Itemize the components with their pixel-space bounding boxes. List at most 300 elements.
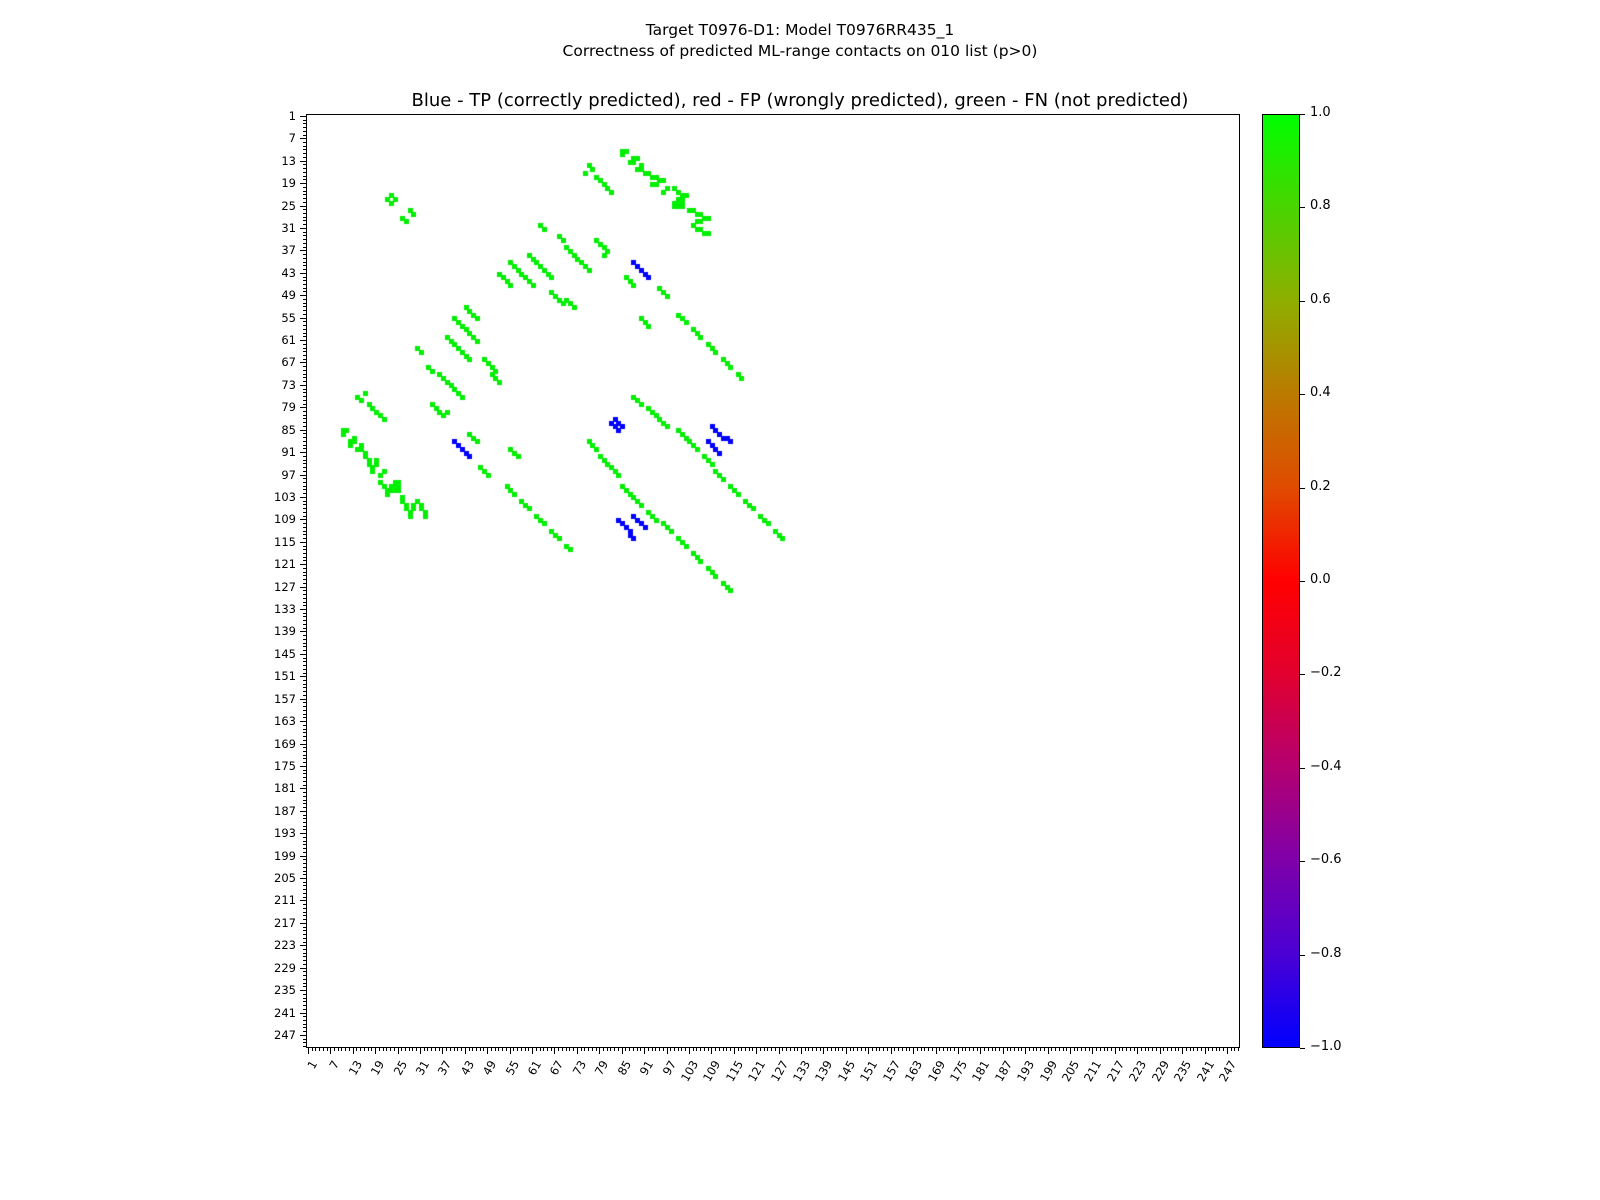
y-minor-tick xyxy=(303,956,306,957)
y-minor-tick xyxy=(303,471,306,472)
chart-legend-subtitle xyxy=(0,90,1600,111)
y-major-tick xyxy=(300,990,306,991)
y-minor-tick xyxy=(303,960,306,961)
x-major-tick xyxy=(554,1048,555,1054)
x-minor-tick xyxy=(909,1048,910,1051)
x-minor-tick xyxy=(1014,1048,1015,1051)
x-minor-tick xyxy=(988,1048,989,1051)
x-minor-tick xyxy=(965,1048,966,1051)
x-tick-label: 13 xyxy=(345,1058,365,1078)
x-minor-tick xyxy=(592,1048,593,1051)
x-minor-tick xyxy=(607,1048,608,1051)
y-minor-tick xyxy=(303,120,306,121)
y-minor-tick xyxy=(303,314,306,315)
y-minor-tick xyxy=(303,176,306,177)
y-minor-tick xyxy=(303,1009,306,1010)
colorbar-tick xyxy=(1300,955,1305,956)
x-tick-label: 175 xyxy=(946,1058,971,1085)
x-minor-tick xyxy=(674,1048,675,1051)
x-tick-label: 31 xyxy=(412,1058,433,1078)
x-tick-label: 7 xyxy=(326,1058,343,1072)
x-minor-tick xyxy=(480,1048,481,1051)
y-major-tick xyxy=(300,183,306,184)
y-minor-tick xyxy=(303,191,306,192)
y-minor-tick xyxy=(303,396,306,397)
y-tick-label: 169 xyxy=(274,737,296,751)
y-minor-tick xyxy=(303,456,306,457)
x-minor-tick xyxy=(435,1048,436,1051)
y-major-tick xyxy=(300,699,306,700)
y-minor-tick xyxy=(303,594,306,595)
y-minor-tick xyxy=(303,516,306,517)
y-minor-tick xyxy=(303,673,306,674)
y-minor-tick xyxy=(303,912,306,913)
y-minor-tick xyxy=(303,736,306,737)
y-tick-label: 175 xyxy=(274,759,296,773)
colorbar-tick-label: 1.0 xyxy=(1310,105,1331,120)
x-major-tick xyxy=(375,1048,376,1054)
x-minor-tick xyxy=(1044,1048,1045,1051)
x-minor-tick xyxy=(1190,1048,1191,1051)
x-minor-tick xyxy=(1141,1048,1142,1051)
y-minor-tick xyxy=(303,942,306,943)
x-minor-tick xyxy=(969,1048,970,1051)
x-minor-tick xyxy=(409,1048,410,1051)
x-minor-tick xyxy=(723,1048,724,1051)
y-minor-tick xyxy=(303,531,306,532)
y-minor-tick xyxy=(303,288,306,289)
y-major-tick xyxy=(300,138,306,139)
y-major-tick xyxy=(300,744,306,745)
y-major-tick xyxy=(300,542,306,543)
x-minor-tick xyxy=(603,1048,604,1051)
x-tick-label: 37 xyxy=(435,1058,455,1078)
y-minor-tick xyxy=(303,224,306,225)
y-minor-tick xyxy=(303,758,306,759)
x-tick-label: 247 xyxy=(1215,1058,1240,1085)
x-minor-tick xyxy=(319,1048,320,1051)
y-major-tick xyxy=(300,497,306,498)
x-tick-label: 169 xyxy=(924,1058,948,1085)
y-minor-tick xyxy=(303,837,306,838)
x-tick-label: 133 xyxy=(790,1058,814,1085)
y-minor-tick xyxy=(303,478,306,479)
y-minor-tick xyxy=(303,1001,306,1002)
y-minor-tick xyxy=(303,448,306,449)
x-tick-label: 217 xyxy=(1103,1058,1127,1085)
y-minor-tick xyxy=(303,687,306,688)
y-minor-tick xyxy=(303,527,306,528)
x-minor-tick xyxy=(368,1048,369,1051)
y-minor-tick xyxy=(303,220,306,221)
y-minor-tick xyxy=(303,953,306,954)
y-tick-label: 1 xyxy=(288,109,296,123)
y-tick-label: 85 xyxy=(281,423,296,437)
y-major-tick xyxy=(300,206,306,207)
x-minor-tick xyxy=(771,1048,772,1051)
x-minor-tick xyxy=(1231,1048,1232,1051)
y-minor-tick xyxy=(303,1005,306,1006)
y-minor-tick xyxy=(303,885,306,886)
chart-title xyxy=(0,20,1600,62)
x-minor-tick xyxy=(379,1048,380,1051)
x-minor-tick xyxy=(954,1048,955,1051)
y-minor-tick xyxy=(303,986,306,987)
x-minor-tick xyxy=(917,1048,918,1051)
x-minor-tick xyxy=(738,1048,739,1051)
y-minor-tick xyxy=(303,534,306,535)
y-minor-tick xyxy=(303,747,306,748)
x-tick-label: 139 xyxy=(812,1058,836,1085)
x-minor-tick xyxy=(540,1048,541,1051)
y-minor-tick xyxy=(303,291,306,292)
x-minor-tick xyxy=(491,1048,492,1051)
y-minor-tick xyxy=(303,489,306,490)
y-minor-tick xyxy=(303,792,306,793)
x-minor-tick xyxy=(745,1048,746,1051)
y-tick-label: 79 xyxy=(281,400,296,414)
y-major-tick xyxy=(300,475,306,476)
y-minor-tick xyxy=(303,400,306,401)
x-minor-tick xyxy=(835,1048,836,1051)
x-minor-tick xyxy=(629,1048,630,1051)
x-minor-tick xyxy=(1089,1048,1090,1051)
y-minor-tick xyxy=(303,818,306,819)
x-minor-tick xyxy=(719,1048,720,1051)
x-minor-tick xyxy=(700,1048,701,1051)
x-minor-tick xyxy=(1066,1048,1067,1051)
y-minor-tick xyxy=(303,418,306,419)
y-minor-tick xyxy=(303,755,306,756)
x-minor-tick xyxy=(394,1048,395,1051)
x-major-tick xyxy=(577,1048,578,1054)
colorbar-tick xyxy=(1300,674,1305,675)
x-tick-label: 79 xyxy=(591,1058,612,1078)
x-minor-tick xyxy=(476,1048,477,1051)
y-major-tick xyxy=(300,430,306,431)
x-minor-tick xyxy=(569,1048,570,1051)
x-minor-tick xyxy=(1193,1048,1194,1051)
colorbar-tick-label: 0.0 xyxy=(1310,572,1331,587)
x-minor-tick xyxy=(652,1048,653,1051)
y-minor-tick xyxy=(303,198,306,199)
y-tick-label: 7 xyxy=(288,131,296,145)
x-minor-tick xyxy=(1171,1048,1172,1051)
colorbar-tick-label: 0.6 xyxy=(1310,292,1331,307)
y-minor-tick xyxy=(303,262,306,263)
legend-text: Blue - TP (correctly predicted), red - FP (wrongly predicted), green - FN (not predicted) xyxy=(411,90,1189,111)
y-tick-label: 193 xyxy=(274,826,296,840)
x-minor-tick xyxy=(454,1048,455,1051)
y-minor-tick xyxy=(303,572,306,573)
y-minor-tick xyxy=(303,153,306,154)
y-major-tick xyxy=(300,362,306,363)
y-tick-label: 91 xyxy=(281,445,296,459)
colorbar-tick xyxy=(1300,301,1305,302)
x-minor-tick xyxy=(517,1048,518,1051)
y-minor-tick xyxy=(303,964,306,965)
x-minor-tick xyxy=(1208,1048,1209,1051)
x-minor-tick xyxy=(327,1048,328,1051)
x-minor-tick xyxy=(1122,1048,1123,1051)
y-minor-tick xyxy=(303,523,306,524)
x-minor-tick xyxy=(663,1048,664,1051)
x-minor-tick xyxy=(1100,1048,1101,1051)
x-minor-tick xyxy=(831,1048,832,1051)
y-major-tick xyxy=(300,788,306,789)
x-minor-tick xyxy=(805,1048,806,1051)
y-minor-tick xyxy=(303,583,306,584)
y-minor-tick xyxy=(303,235,306,236)
contact-map-plot xyxy=(306,114,1240,1048)
x-minor-tick xyxy=(1104,1048,1105,1051)
x-minor-tick xyxy=(401,1048,402,1051)
x-minor-tick xyxy=(506,1048,507,1051)
colorbar-tick xyxy=(1300,114,1305,115)
x-minor-tick xyxy=(816,1048,817,1051)
y-tick-label: 19 xyxy=(281,176,296,190)
y-tick-label: 163 xyxy=(274,714,296,728)
y-minor-tick xyxy=(303,1020,306,1021)
x-tick-label: 55 xyxy=(502,1058,522,1078)
y-minor-tick xyxy=(303,598,306,599)
x-minor-tick xyxy=(1212,1048,1213,1051)
y-minor-tick xyxy=(303,333,306,334)
y-minor-tick xyxy=(303,815,306,816)
title-line-1: Target T0976-D1: Model T0976RR435_1 xyxy=(645,21,955,39)
x-minor-tick xyxy=(625,1048,626,1051)
y-minor-tick xyxy=(303,142,306,143)
x-minor-tick xyxy=(371,1048,372,1051)
x-minor-tick xyxy=(1163,1048,1164,1051)
x-minor-tick xyxy=(581,1048,582,1051)
y-minor-tick xyxy=(303,243,306,244)
x-major-tick xyxy=(891,1048,892,1054)
y-minor-tick xyxy=(303,826,306,827)
x-minor-tick xyxy=(857,1048,858,1051)
y-tick-label: 223 xyxy=(274,938,296,952)
x-major-tick xyxy=(936,1048,937,1054)
colorbar-tick xyxy=(1300,207,1305,208)
y-minor-tick xyxy=(303,658,306,659)
y-tick-label: 25 xyxy=(281,199,296,213)
y-minor-tick xyxy=(303,168,306,169)
y-tick-label: 127 xyxy=(274,580,296,594)
y-minor-tick xyxy=(303,602,306,603)
x-major-tick xyxy=(1227,1048,1228,1054)
y-minor-tick xyxy=(303,971,306,972)
y-minor-tick xyxy=(303,904,306,905)
x-major-tick xyxy=(1160,1048,1161,1054)
x-minor-tick xyxy=(648,1048,649,1051)
x-minor-tick xyxy=(469,1048,470,1051)
x-minor-tick xyxy=(1029,1048,1030,1051)
x-minor-tick xyxy=(992,1048,993,1051)
y-minor-tick xyxy=(303,344,306,345)
x-minor-tick xyxy=(1085,1048,1086,1051)
y-minor-tick xyxy=(303,983,306,984)
x-minor-tick xyxy=(513,1048,514,1051)
x-minor-tick xyxy=(439,1048,440,1051)
x-tick-label: 61 xyxy=(524,1058,545,1078)
x-minor-tick xyxy=(655,1048,656,1051)
x-minor-tick xyxy=(345,1048,346,1051)
x-major-tick xyxy=(487,1048,488,1054)
y-minor-tick xyxy=(303,998,306,999)
x-major-tick xyxy=(465,1048,466,1054)
y-minor-tick xyxy=(303,930,306,931)
x-tick-label: 157 xyxy=(879,1058,903,1085)
x-minor-tick xyxy=(1051,1048,1052,1051)
y-major-tick xyxy=(300,676,306,677)
x-minor-tick xyxy=(1223,1048,1224,1051)
x-tick-label: 43 xyxy=(457,1058,477,1078)
y-minor-tick xyxy=(303,269,306,270)
x-minor-tick xyxy=(640,1048,641,1051)
x-minor-tick xyxy=(525,1048,526,1051)
y-minor-tick xyxy=(303,841,306,842)
x-tick-label: 235 xyxy=(1171,1058,1195,1085)
y-minor-tick xyxy=(303,546,306,547)
x-minor-tick xyxy=(1130,1048,1131,1051)
y-minor-tick xyxy=(303,370,306,371)
y-minor-tick xyxy=(303,777,306,778)
y-tick-label: 67 xyxy=(281,355,296,369)
x-tick-label: 115 xyxy=(722,1058,746,1085)
x-minor-tick xyxy=(1081,1048,1082,1051)
x-minor-tick xyxy=(610,1048,611,1051)
x-minor-tick xyxy=(808,1048,809,1051)
y-minor-tick xyxy=(303,1027,306,1028)
x-tick-label: 103 xyxy=(677,1058,702,1085)
colorbar-tick-label: −0.2 xyxy=(1310,665,1342,680)
y-minor-tick xyxy=(303,504,306,505)
y-major-tick xyxy=(300,833,306,834)
x-minor-tick xyxy=(1096,1048,1097,1051)
y-major-tick xyxy=(300,273,306,274)
x-minor-tick xyxy=(1201,1048,1202,1051)
y-minor-tick xyxy=(303,590,306,591)
y-minor-tick xyxy=(303,164,306,165)
x-major-tick xyxy=(1025,1048,1026,1054)
y-tick-label: 181 xyxy=(274,781,296,795)
x-major-tick xyxy=(711,1048,712,1054)
y-minor-tick xyxy=(303,975,306,976)
y-minor-tick xyxy=(303,366,306,367)
y-minor-tick xyxy=(303,751,306,752)
x-minor-tick xyxy=(1055,1048,1056,1051)
x-minor-tick xyxy=(741,1048,742,1051)
y-minor-tick xyxy=(303,1031,306,1032)
colorbar xyxy=(1262,114,1300,1048)
x-minor-tick xyxy=(902,1048,903,1051)
y-minor-tick xyxy=(303,635,306,636)
y-minor-tick xyxy=(303,146,306,147)
y-minor-tick xyxy=(303,433,306,434)
x-minor-tick xyxy=(1010,1048,1011,1051)
y-tick-label: 61 xyxy=(281,333,296,347)
x-minor-tick xyxy=(390,1048,391,1051)
y-tick-label: 103 xyxy=(274,490,296,504)
y-minor-tick xyxy=(303,467,306,468)
x-minor-tick xyxy=(943,1048,944,1051)
y-minor-tick xyxy=(303,437,306,438)
y-major-tick xyxy=(300,250,306,251)
y-tick-label: 43 xyxy=(281,266,296,280)
x-minor-tick xyxy=(726,1048,727,1051)
x-major-tick xyxy=(1048,1048,1049,1054)
y-minor-tick xyxy=(303,232,306,233)
y-minor-tick xyxy=(303,639,306,640)
y-minor-tick xyxy=(303,568,306,569)
y-minor-tick xyxy=(303,848,306,849)
y-minor-tick xyxy=(303,844,306,845)
x-minor-tick xyxy=(461,1048,462,1051)
x-tick-label: 109 xyxy=(700,1058,724,1085)
y-major-tick xyxy=(300,161,306,162)
x-tick-label: 67 xyxy=(547,1058,567,1078)
y-tick-label: 151 xyxy=(274,669,296,683)
x-major-tick xyxy=(599,1048,600,1054)
colorbar-tick-label: −1.0 xyxy=(1310,1039,1342,1054)
y-minor-tick xyxy=(303,415,306,416)
y-tick-label: 13 xyxy=(281,154,296,168)
x-tick-label: 1 xyxy=(304,1058,320,1072)
y-minor-tick xyxy=(303,717,306,718)
x-minor-tick xyxy=(883,1048,884,1051)
x-minor-tick xyxy=(973,1048,974,1051)
y-tick-label: 187 xyxy=(274,804,296,818)
y-minor-tick xyxy=(303,217,306,218)
x-minor-tick xyxy=(1219,1048,1220,1051)
y-major-tick xyxy=(300,923,306,924)
y-minor-tick xyxy=(303,202,306,203)
x-minor-tick xyxy=(543,1048,544,1051)
y-minor-tick xyxy=(303,762,306,763)
y-minor-tick xyxy=(303,321,306,322)
x-tick-label: 181 xyxy=(969,1058,993,1085)
y-minor-tick xyxy=(303,575,306,576)
x-major-tick xyxy=(1137,1048,1138,1054)
y-tick-label: 247 xyxy=(274,1028,296,1042)
y-major-tick xyxy=(300,295,306,296)
x-minor-tick xyxy=(838,1048,839,1051)
x-minor-tick xyxy=(876,1048,877,1051)
y-minor-tick xyxy=(303,665,306,666)
x-major-tick xyxy=(913,1048,914,1054)
x-tick-label: 73 xyxy=(569,1058,589,1078)
y-minor-tick xyxy=(303,348,306,349)
x-major-tick xyxy=(1115,1048,1116,1054)
x-minor-tick xyxy=(924,1048,925,1051)
x-minor-tick xyxy=(977,1048,978,1051)
y-tick-label: 49 xyxy=(281,288,296,302)
x-tick-label: 199 xyxy=(1036,1058,1060,1085)
x-major-tick xyxy=(958,1048,959,1054)
x-tick-label: 205 xyxy=(1059,1058,1083,1085)
x-minor-tick xyxy=(872,1048,873,1051)
x-tick-label: 19 xyxy=(367,1058,388,1078)
y-minor-tick xyxy=(303,684,306,685)
y-minor-tick xyxy=(303,131,306,132)
y-minor-tick xyxy=(303,714,306,715)
x-minor-tick xyxy=(898,1048,899,1051)
x-minor-tick xyxy=(921,1048,922,1051)
x-major-tick xyxy=(353,1048,354,1054)
y-minor-tick xyxy=(303,669,306,670)
y-minor-tick xyxy=(303,934,306,935)
x-minor-tick xyxy=(947,1048,948,1051)
